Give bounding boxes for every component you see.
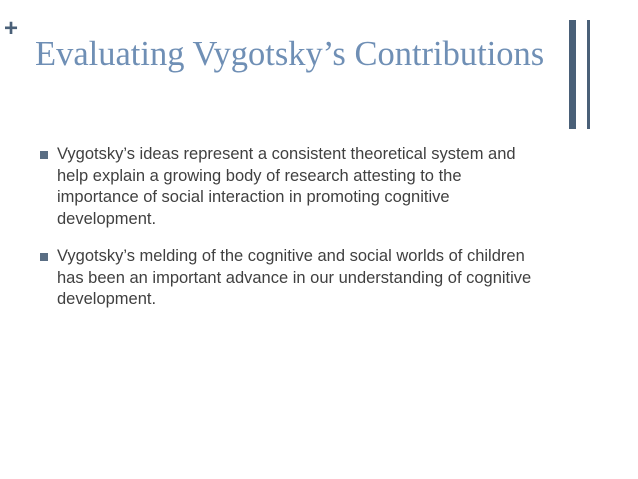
- bullet-square-icon: [40, 253, 48, 261]
- bullet-list: [37, 144, 547, 327]
- plus-mark: +: [4, 15, 19, 42]
- decorative-bar-thin: [587, 20, 590, 129]
- decorative-bar-thick: [569, 20, 576, 129]
- bullet-item: [37, 144, 547, 230]
- bullet-text: Vygotsky’s melding of the cognitive and social worlds of children has been an important advance in our understanding of cognitive development.: [57, 247, 532, 308]
- slide-title: Evaluating Vygotsky’s Contributions: [35, 35, 545, 73]
- bullet-square-icon: [40, 151, 48, 159]
- bullet-item: [37, 246, 547, 311]
- bullet-text: Vygotsky’s ideas represent a consistent theoretical system and help explain a growing body of research attesting to the importance of social interaction in promoting cognitive development.: [57, 145, 516, 228]
